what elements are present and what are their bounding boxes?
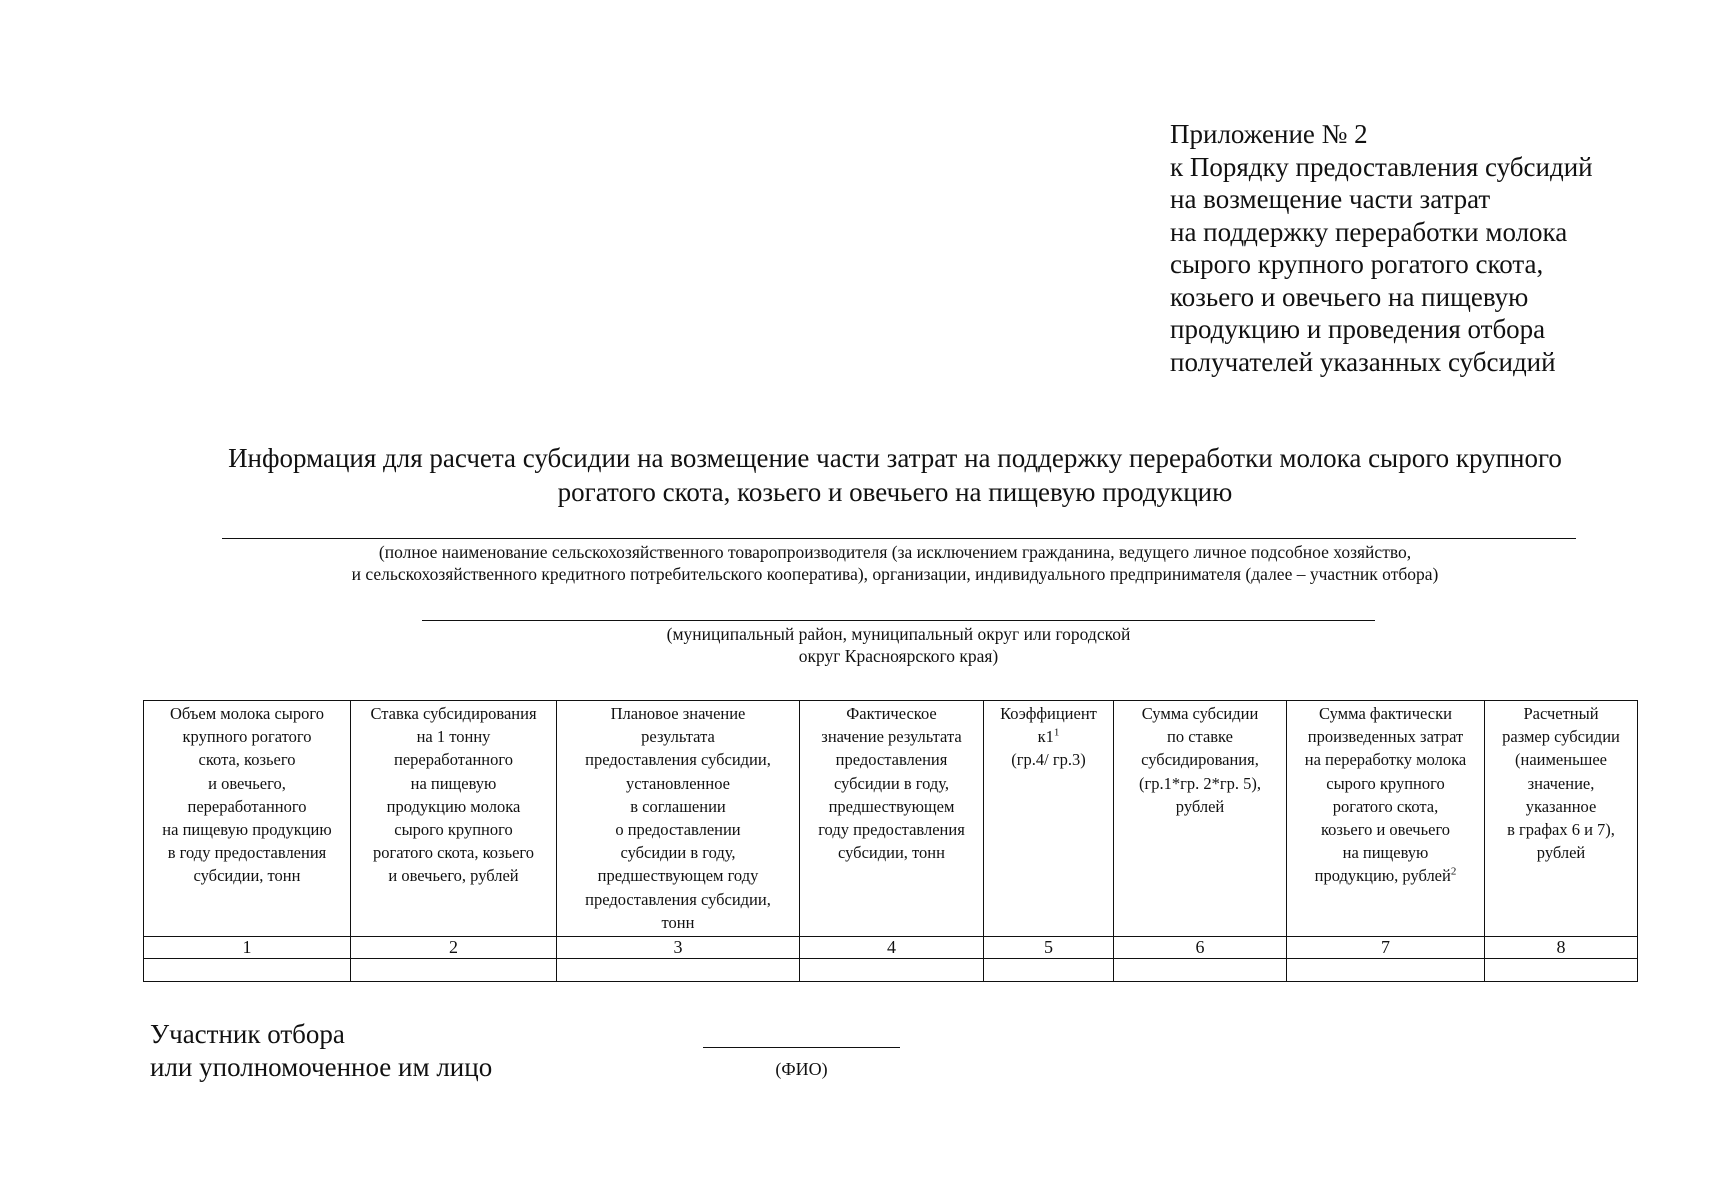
empty-cell [144, 959, 351, 982]
header-text: произведенных затрат [1307, 727, 1464, 747]
municipality-caption [422, 623, 1375, 667]
signature-line [703, 1047, 900, 1048]
appendix-line: козьего и овечьего на пищевую [1170, 281, 1529, 312]
producer-name-line [222, 538, 1576, 539]
producer-caption-line: и сельскохозяйственного кредитного потребительского кооператива), организации, индивидуального предпринимателя (далее – участник отбора) [351, 564, 1439, 584]
signer-label [150, 1018, 492, 1083]
header-text: сырого крупного [394, 820, 513, 840]
header-text: к1 [1037, 727, 1054, 747]
header-text: субсидирования, [1141, 750, 1259, 770]
header-text: на пищевую [410, 773, 497, 793]
col-header-planned-value [557, 701, 800, 937]
appendix-line: на поддержку переработки молока [1170, 216, 1568, 247]
municipality-caption-line: округ Красноярского края) [798, 646, 999, 666]
appendix-line: получателей указанных субсидий [1170, 346, 1556, 377]
header-text: на 1 тонну [416, 727, 491, 747]
header-text: Объем молока сырого [169, 704, 324, 723]
col-header-processed-volume [144, 701, 351, 937]
header-text: (гр.1*гр. 2*гр. 5), [1138, 773, 1262, 793]
header-text: переработанного [394, 750, 513, 770]
header-text: значение результата [821, 727, 962, 747]
header-text: размер субсидии [1502, 727, 1620, 747]
empty-cell [984, 959, 1114, 982]
header-text: предоставления субсидии, [585, 750, 771, 770]
header-text: субсидии, тонн [193, 866, 301, 886]
empty-cell [557, 959, 800, 982]
col-header-actual-value [800, 701, 984, 937]
col-header-calculated-subsidy [1485, 701, 1638, 937]
column-number: 8 [1485, 937, 1638, 959]
header-text: продукцию, рублей [1314, 866, 1451, 886]
header-text: году предоставления [818, 820, 965, 840]
empty-cell [351, 959, 557, 982]
header-text: предоставления субсидии, [585, 889, 771, 909]
column-number: 7 [1287, 937, 1485, 959]
header-text [986, 725, 1111, 748]
header-text: Расчетный [1523, 704, 1599, 723]
header-text: Сумма фактически [1319, 704, 1452, 723]
municipality-line [422, 620, 1375, 621]
appendix-line: Приложение № 2 [1170, 119, 1368, 149]
header-text: козьего и овечьего [1320, 820, 1451, 840]
fio-caption: (ФИО) [775, 1059, 828, 1079]
footnote-mark: 2 [1450, 865, 1457, 878]
header-text: в графах 6 и 7), [1507, 820, 1615, 840]
header-text: на пищевую продукцию [162, 820, 332, 840]
header-text: Фактическое [846, 704, 937, 723]
signer-line: или уполномоченное им лицо [150, 1051, 493, 1082]
header-text: переработанного [187, 796, 307, 816]
header-text: на пищевую [1342, 843, 1429, 863]
header-text: по ставке [1167, 727, 1233, 747]
empty-cell [1114, 959, 1287, 982]
header-text: предшествующем году [597, 866, 759, 886]
appendix-line: на возмещение части затрат [1170, 184, 1491, 214]
column-number: 4 [800, 937, 984, 959]
column-number: 6 [1114, 937, 1287, 959]
header-text: на переработку молока [1304, 750, 1467, 770]
column-number: 5 [984, 937, 1114, 959]
header-text: субсидии в году, [833, 773, 950, 793]
producer-caption-line: (полное наименование сельскохозяйственного товаропроизводителя (за исключением гражданина, ведущего личное подсобное хозяйство, [378, 542, 1412, 562]
appendix-line: к Порядку предоставления субсидий [1170, 151, 1593, 182]
signer-line: Участник отбора [150, 1019, 345, 1049]
header-text: предшествующем [828, 796, 955, 816]
header-text: Ставка субсидирования [370, 704, 537, 723]
municipality-caption-line: (муниципальный район, муниципальный округ или городской [666, 624, 1131, 644]
appendix-line: сырого крупного рогатого скота, [1170, 249, 1544, 279]
col-header-coefficient [984, 701, 1114, 937]
header-text: крупного рогатого [182, 727, 312, 747]
header-text: (наименьшее [1515, 750, 1607, 770]
producer-caption [150, 541, 1640, 585]
header-text: и овечьего, [208, 773, 286, 793]
header-text: установленное [626, 773, 730, 793]
title-line: рогатого скота, козьего и овечьего на пищевую продукцию [557, 477, 1233, 507]
header-text: указанное [1525, 796, 1597, 816]
header-text: результата [641, 727, 715, 747]
header-text: Плановое значение [610, 704, 746, 723]
header-text: рогатого скота, [1332, 796, 1439, 816]
header-text: предоставления [835, 750, 948, 770]
header-text: скота, козьего [198, 750, 296, 770]
header-text: Сумма субсидии [1141, 704, 1259, 723]
column-number: 2 [351, 937, 557, 959]
header-text: Коэффициент [1000, 704, 1097, 723]
header-text: о предоставлении [615, 820, 741, 840]
title-line: Информация для расчета субсидии на возмещение части затрат на поддержку переработки молока сырого крупного [228, 443, 1562, 473]
col-header-actual-costs [1287, 701, 1485, 937]
document-title [150, 441, 1640, 509]
column-number-row [144, 937, 1638, 959]
header-text: продукцию молока [386, 796, 521, 816]
header-text: субсидии в году, [620, 843, 736, 863]
header-text: рогатого скота, козьего [372, 843, 535, 863]
appendix-line: продукцию и проведения отбора [1170, 314, 1546, 344]
header-text: в году предоставления [167, 843, 327, 863]
header-text: субсидии, тонн [838, 843, 945, 863]
header-text: рублей [1536, 843, 1586, 863]
table-header-row [144, 701, 1638, 937]
col-header-subsidy-rate [351, 701, 557, 937]
empty-cell [800, 959, 984, 982]
table-row [144, 959, 1638, 982]
empty-cell [1485, 959, 1638, 982]
column-number: 1 [144, 937, 351, 959]
appendix-block [1170, 118, 1690, 378]
header-text: значение, [1527, 773, 1595, 793]
header-text: сырого крупного [1326, 773, 1445, 793]
column-number: 3 [557, 937, 800, 959]
header-text: и овечьего, рублей [388, 866, 519, 886]
calculation-table [143, 700, 1638, 982]
header-text: рублей [1175, 796, 1225, 816]
footnote-mark: 1 [1053, 726, 1060, 739]
header-text: тонн [661, 912, 695, 932]
col-header-subsidy-amount [1114, 701, 1287, 937]
header-text [1289, 864, 1482, 887]
empty-cell [1287, 959, 1485, 982]
header-text: в соглашении [630, 796, 726, 816]
header-text: (гр.4/ гр.3) [1011, 750, 1086, 770]
